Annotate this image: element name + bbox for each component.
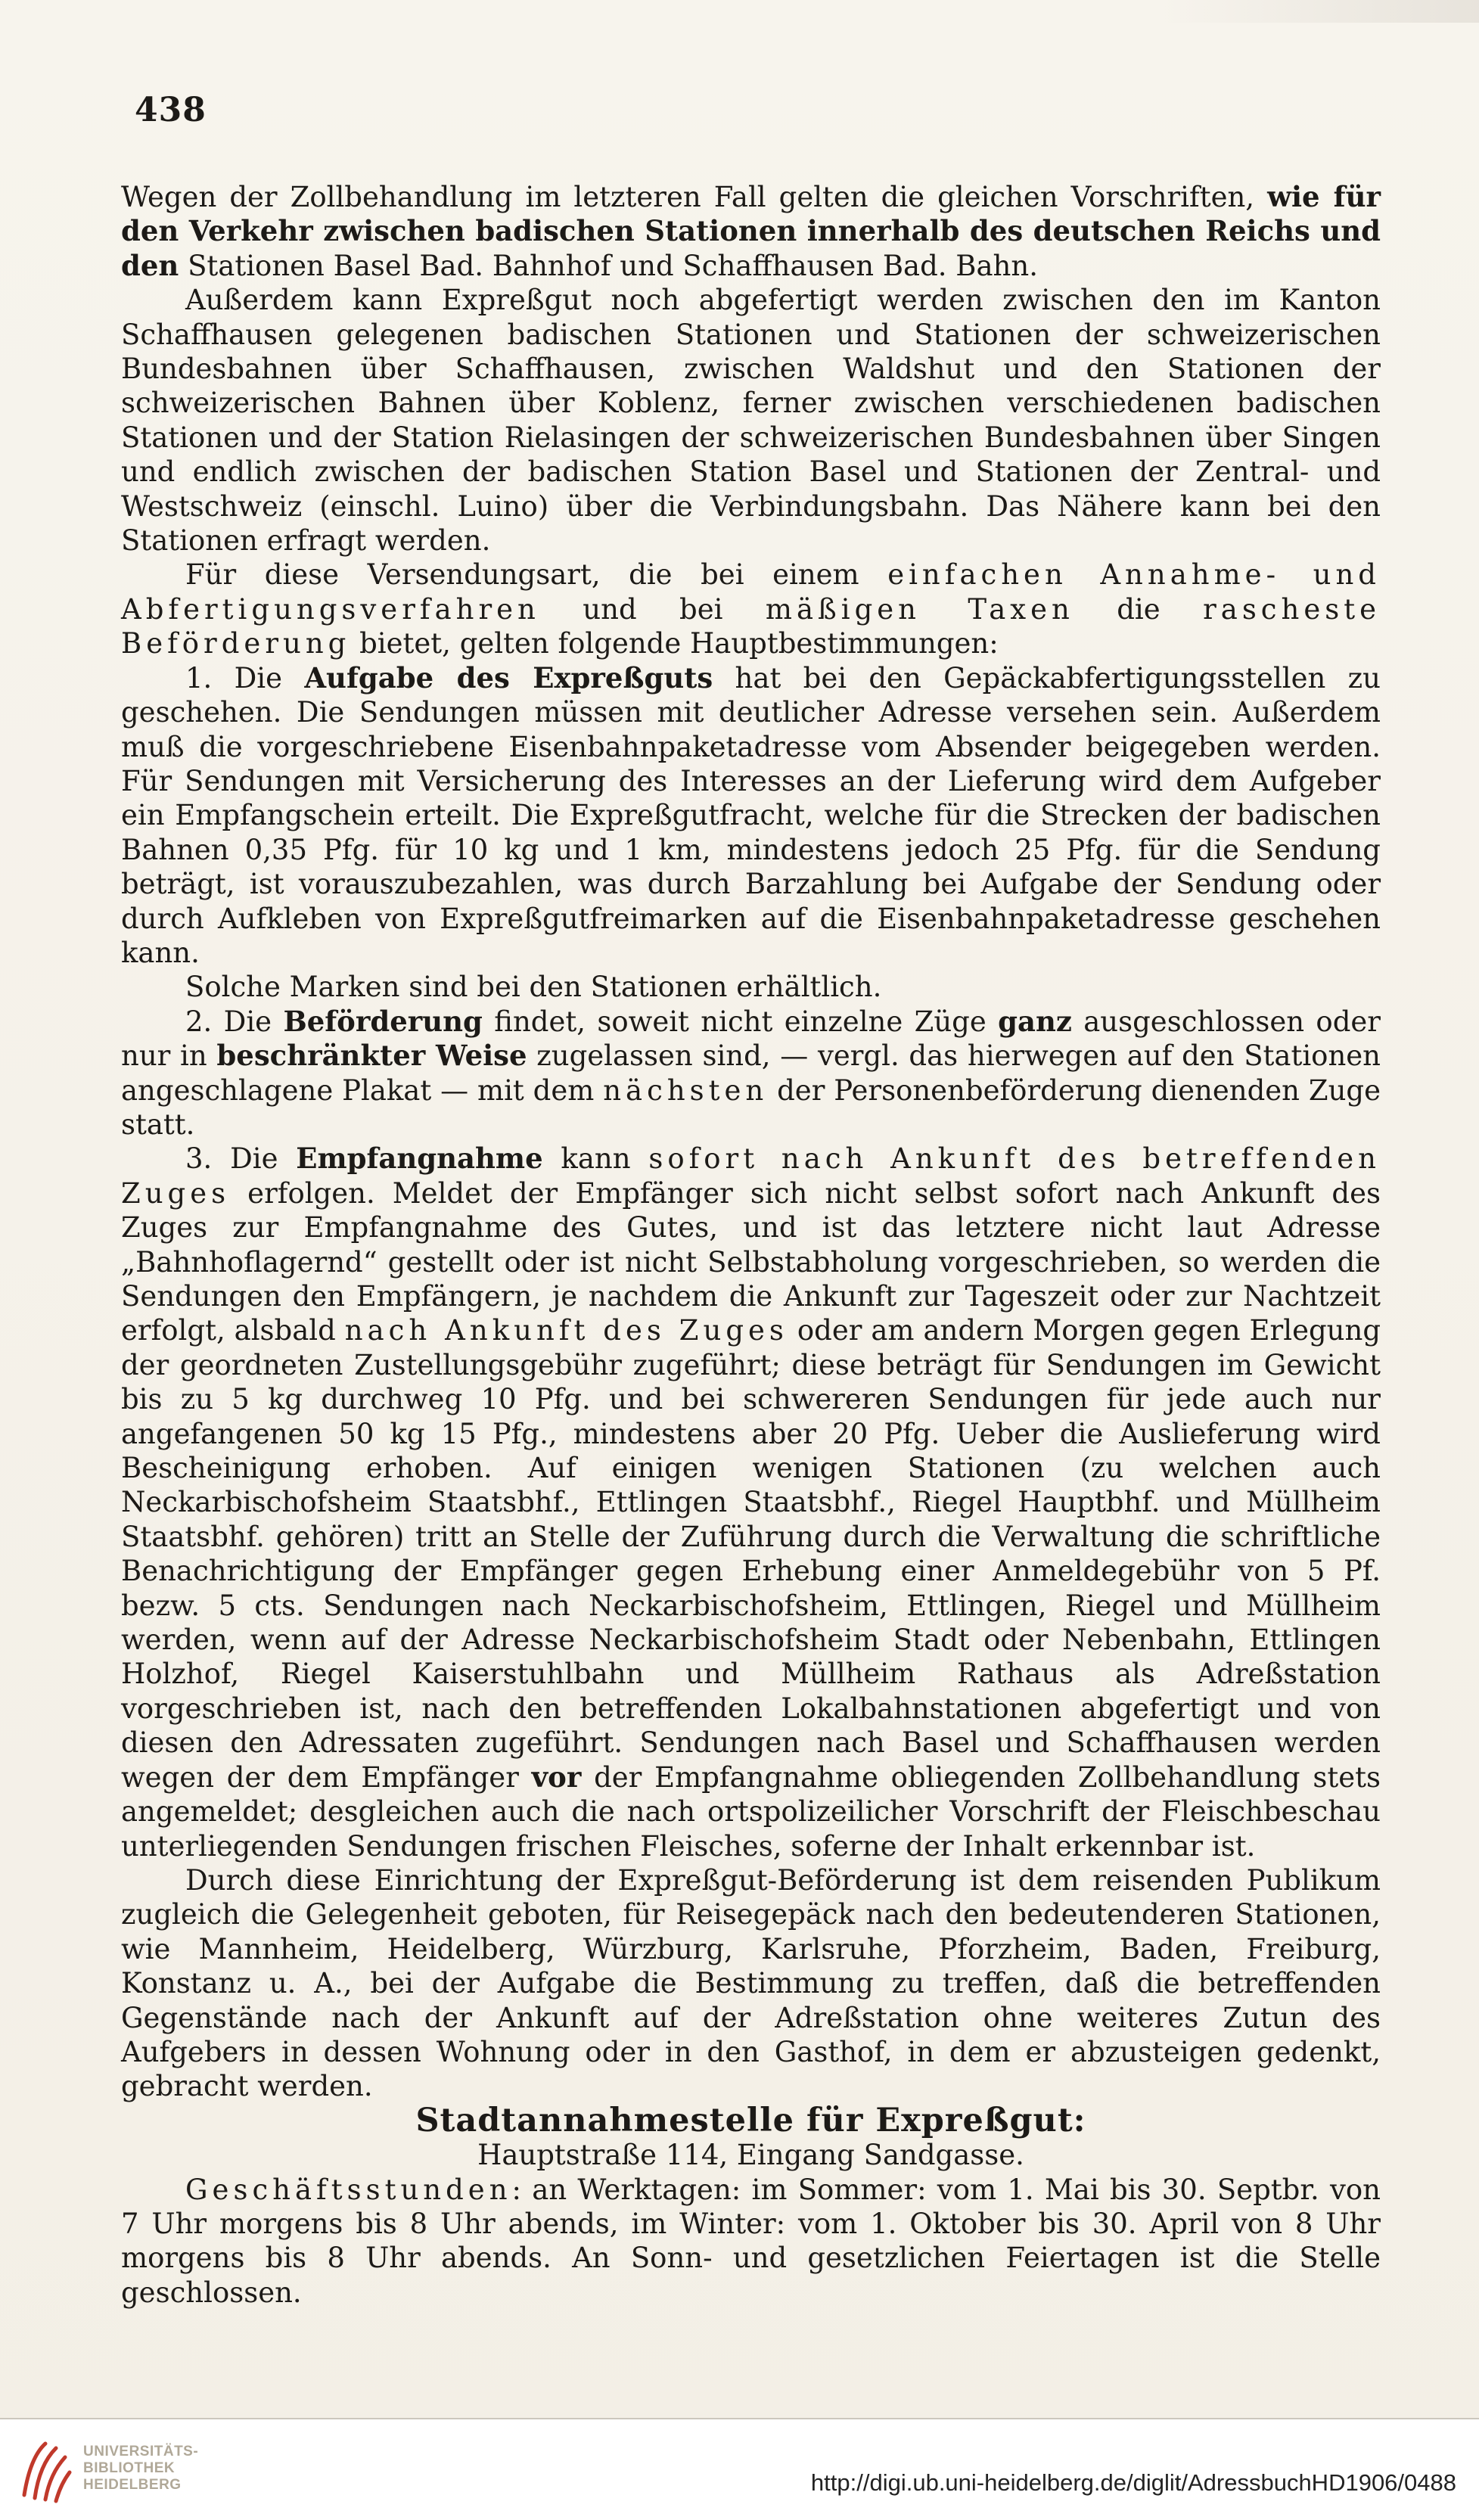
text-run: 1. Die [185,661,305,694]
bold-text: vor [531,1760,582,1794]
paragraph [121,283,1381,558]
body-text [121,180,1381,2310]
opening-hours [121,2173,1381,2310]
paragraph-list [121,180,1381,2104]
text-run: oder am andern Morgen gegen Erlegung der geordneten Zustellungsgebühr zugeführt; diese beträgt für Sendungen im Gewicht bis zu 5 kg durchweg 10 Pfg. und bei schwereren Sendungen für jede auch nur angefangenen 50 kg 15 Pfg., mindestens aber 20 Pfg. Ueber die Auslieferung wird Bescheinigung erhoben. Auf einigen wenigen Stationen (zu welchen auch Neckarbischofsheim Staatsbhf., Ettlingen Staatsbhf., Riegel Hauptbhf. und Müllheim Staatsbhf. gehören) tritt an Stelle der Zuführung durch die Verwaltung die schriftliche Benachrichtigung der Empfänger gegen Erhebung einer Anmeldegebühr von 5 Pf. bezw. 5 cts. Sendungen nach Neckarbischofsheim, Ettlingen, Riegel und Müllheim werden, wenn auf der Adresse Neckarbischofsheim Stadt oder Nebenbahn, Ettlingen Holzhof, Riegel Kaiserstuhlbahn und Müllheim Rathaus als Adreßstation vorgeschrieben ist, nach den betreffenden Lokalbahnstationen abgefertigt und von diesen den Adressaten zugeführt. Sendungen nach Basel und Schaffhausen werden wegen der dem Empfänger [121,1314,1381,1794]
spaced-text: nach Ankunft des Zuges [344,1314,788,1347]
text-run: ausgeschlossen oder nur in [121,1005,1381,1073]
bold-text: ganz [998,1004,1072,1038]
bold-text: beschränkter Weise [216,1039,527,1073]
text-run: Wegen der Zollbehandlung im letzteren Fall gelten die gleichen Vorschriften, [121,181,1268,213]
library-name-line: BIBLIOTHEK [83,2460,176,2476]
text-run: Durch diese Einrichtung der Expreßgut-Beförderung ist dem reisenden Publikum zugleich die Gelegenheit geboten, für Reisegepäck nach den bedeutenderen Stationen, wie Mannheim, Heidelberg, Würzburg, Karlsruhe, Pforzheim, Baden, Freiburg, Konstanz u. A., bei der Aufgabe die Bestimmung zu treffen, daß die betreffenden Gegenstände nach der Ankunft auf der Adreßstation ohne weiteres Zutun des Aufgebers in dessen Wohnung oder in den Gasthof, in dem er abzusteigen gedenkt, gebracht werden. [121,1863,1381,2103]
bold-text: Empfangnahme [296,1142,543,1176]
source-url-link[interactable]: http://digi.ub.uni-heidelberg.de/diglit/AdressbuchHD1906/0488 [810,2469,1456,2496]
library-name [83,2444,198,2494]
text-run: Solche Marken sind bei den Stationen erhältlich. [185,971,882,1004]
text-run: 3. Die [185,1142,297,1176]
spaced-text: nächsten [603,1074,769,1107]
spaced-text: Geschäftsstunden [185,2173,512,2206]
text-run: : an Werktagen: im Sommer: vom 1. Mai bis 30. Septbr. von 7 Uhr morgens bis 8 Uhr abends, im Winter: vom 1. Oktober bis 30. April von 8 Uhr morgens bis 8 Uhr abends. An Sonn- und gesetzlichen Feiertagen ist die Stelle geschlossen. [121,2173,1381,2309]
paragraph [121,1005,1381,1142]
bold-text: wie für den Verkehr zwischen badischen Stationen innerhalb des deutschen Reichs und den [121,180,1381,282]
text-run: erfolgen. Meldet der Empfänger sich nicht selbst sofort nach Ankunft des Zuges zur Empfangnahme des Gutes, und ist das letztere nicht laut Adresse „Bahnhoflagernd“ gestellt oder ist nicht Selbstabholung vorgeschrieben, so werden die Sendungen den Empfängern, je nachdem die Ankunft zur Tageszeit oder zur Nachtzeit erfolgt, alsbald [121,1176,1381,1347]
page-number: 438 [135,91,207,129]
scan-edge-shadow [1161,0,1479,23]
section-heading: Stadtannahmestelle für Expreßgut: [415,2101,1086,2139]
footer-bar [0,2419,1479,2520]
library-name-line: HEIDELBERG [83,2477,182,2493]
spaced-text: sofort nach Ankunft des betreffenden Zuges [121,1142,1381,1210]
text-run: findet, soweit nicht einzelne Züge [482,1005,999,1038]
paragraph [121,180,1381,283]
spaced-text: einfachen Annahme- und Abfertigungsverfahren [121,558,1381,626]
library-name-line: UNIVERSITÄTS- [83,2444,199,2459]
address-line: Hauptstraße 114, Eingang Sandgasse. [477,2139,1024,2172]
text-run: und bei [539,592,766,626]
paragraph [121,970,1381,1004]
text-run: Außerdem kann Expreßgut noch abgefertigt werden zwischen den im Kanton Schaffhausen gelegenen badischen Stationen und Stationen der schweizerischen Bundesbahnen über Schaffhausen, zwischen Waldshut und den Stationen der schweizerischen Bahnen über Koblenz, ferner zwischen verschiedenen badischen Stationen und der Station Rielasingen der schweizerischen Bundesbahnen über Singen und endlich zwischen der badischen Station Basel und Stationen der Zentral- und Westschweiz (einschl. Luino) über die Verbindungsbahn. Das Nähere kann bei den Stationen erfragt werden. [121,284,1381,558]
text-run: 2. Die [185,1005,284,1038]
paragraph [121,661,1381,971]
text-run: der Empfangnahme obliegenden Zollbehandlung stets angemeldet; desgleichen auch die nach ortspolizeilicher Vorschrift der Fleischbeschau unterliegenden Sendungen frischen Fleisches, soferne der Inhalt erkennbar ist. [121,1760,1381,1863]
text-run: Für diese Versendungsart, die bei einem [185,558,888,592]
text-run: der Personenbeförderung dienenden Zuge statt. [121,1074,1381,1141]
text-run: zugelassen sind, — vergl. das hierwegen auf den Stationen angeschlagene Plakat — mit dem [121,1039,1381,1107]
library-logo-icon [17,2435,74,2507]
paragraph [121,1863,1381,2104]
bold-text: Aufgabe des Expreßguts [304,660,713,694]
paragraph [121,558,1381,660]
text-run: bietet, gelten folgende Hauptbestimmungen: [350,627,999,660]
text-run: die [1074,592,1204,626]
bold-text: Beförderung [283,1004,483,1038]
spaced-text: mäßigen Taxen [765,592,1074,626]
text-run: kann [542,1142,649,1176]
text-run: Stationen Basel Bad. Bahnhof und Schaffhausen Bad. Bahn. [179,249,1038,282]
text-run: hat bei den Gepäckabfertigungsstellen zu geschehen. Die Sendungen müssen mit deutlicher Adresse versehen sein. Außerdem muß die vorgeschriebene Eisenbahnpaketadresse vom Absender beigegeben werden. Für Sendungen mit Versicherung des Interesses an der Lieferung wird dem Aufgeber ein Empfangschein erteilt. Die Expreßgutfracht, welche für die Strecken der badischen Bahnen 0,35 Pfg. für 10 kg und 1 km, mindestens jedoch 25 Pfg. für die Sendung beträgt, ist vorauszubezahlen, was durch Barzahlung bei Aufgabe der Sendung oder durch Aufkleben von Expreßgutfreimarken auf die Eisenbahnpaketadresse geschehen kann. [121,661,1381,969]
paragraph [121,1142,1381,1863]
spaced-text: rascheste Beförderung [121,592,1381,660]
